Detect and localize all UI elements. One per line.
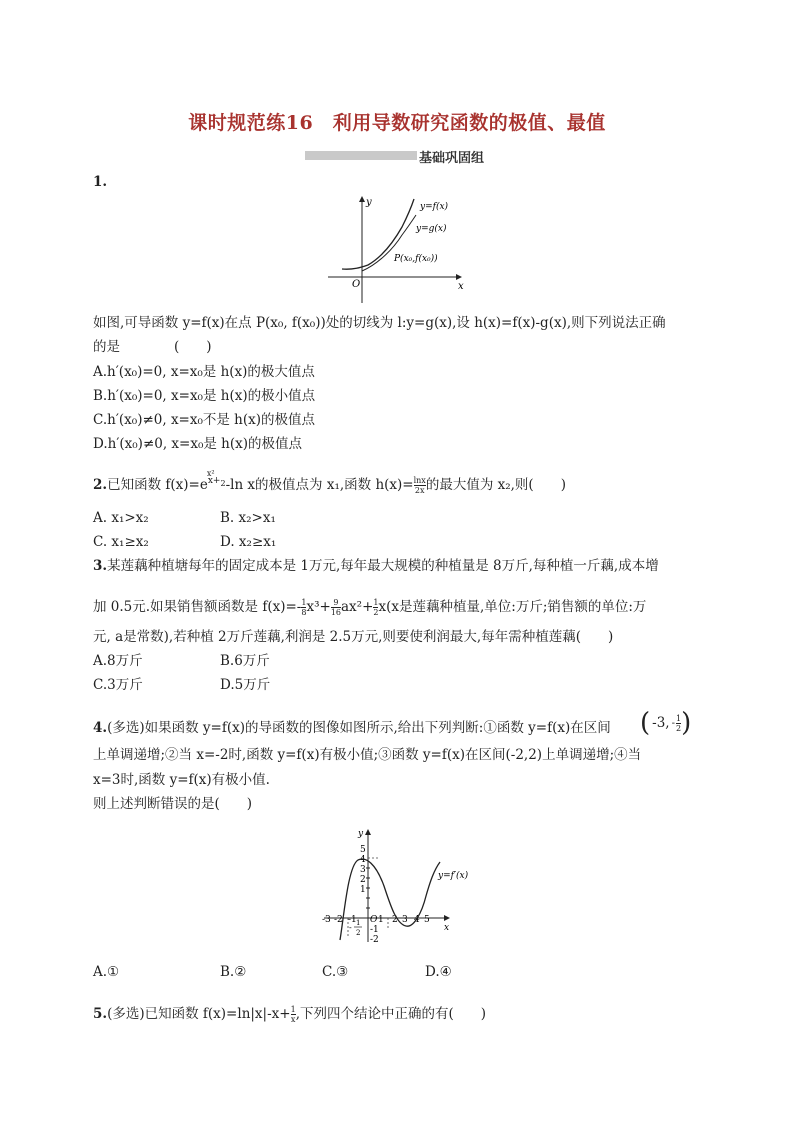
q4-interval-fraction-bottom: 2	[676, 723, 682, 733]
q2-exponent-half: 2	[220, 479, 226, 488]
q3-stem-line3: 元, a是常数),若种植 2万斤莲藕,利润是 2.5万元,则要使利润最大,每年需种植莲藕( )	[93, 629, 614, 645]
section-label: 基础巩固组	[419, 151, 485, 166]
q1-option-a: A.h′(x₀)=0, x=x₀是 h(x)的极大值点	[93, 364, 315, 380]
q3-fraction-2	[331, 598, 341, 617]
q2-fraction	[414, 476, 426, 495]
q4-interval-a: -3,	[652, 715, 670, 731]
q4-curve-label: y=f′(x)	[438, 871, 469, 881]
q2-stem-d: 的最大值为 x₂,则( )	[425, 477, 566, 493]
q3-fraction-3-top: 1	[373, 598, 379, 607]
q2-option-b: B. x₂>x₁	[220, 510, 276, 526]
q2-stem-a: 已知函数 f(x)=e	[107, 477, 208, 493]
q4-half-top: 1	[356, 919, 361, 927]
q3-term-2: x³+	[306, 599, 331, 615]
q4-x-tick-neg3: -3	[322, 915, 331, 925]
q1-label-g: y=g(x)	[416, 224, 447, 234]
q4-option-c: C.③	[322, 964, 349, 980]
q2-option-a: A. x₁>x₂	[93, 510, 149, 526]
q5-stem-a: (多选)已知函数 f(x)=ln|x|-x+	[107, 1006, 291, 1022]
q4-stem-line4: 则上述判断错误的是( )	[93, 796, 253, 812]
q2-exponent-sup: x²	[206, 469, 215, 478]
q1-y-axis-label: y	[366, 197, 372, 208]
q3-fraction-1-bottom: 8	[301, 608, 307, 617]
q2-fraction-bottom: 2x	[414, 486, 425, 495]
q4-interval-open-paren: (	[640, 708, 651, 738]
q4-y-tick-4: 4	[360, 855, 366, 865]
q4-half-bottom: 2	[356, 929, 361, 937]
q4-figure	[318, 826, 478, 946]
q4-x-tick-neg2: -2	[334, 915, 343, 925]
q3-stem-line2b: x(x是莲藕种植量,单位:万斤;销售额的单位:万	[378, 599, 647, 615]
q3-stem-line2	[93, 598, 646, 617]
q2-stem-c: -ln x的极值点为 x₁,函数 h(x)=	[225, 477, 414, 493]
q5-stem-b: ,下列四个结论中正确的有( )	[295, 1006, 487, 1022]
q1-option-d: D.h′(x₀)≠0, x=x₀是 h(x)的极值点	[93, 436, 303, 452]
q3-term-3: ax²+	[341, 599, 374, 615]
q2-option-c: C. x₁≥x₂	[93, 534, 149, 550]
q5-fraction-bottom: x	[290, 1015, 296, 1024]
q4-y-tick-neg1: -1	[370, 925, 379, 935]
q2-number: 2.	[93, 477, 108, 493]
q3-stem-line1-text: 某莲藕种植塘每年的固定成本是 1万元,每年最大规模的种植量是 8万斤,每种植一斤藕,成本增	[107, 558, 659, 574]
q4-x-tick-neg1: -1	[348, 915, 357, 925]
q1-label-p: P(x₀,f(x₀))	[394, 254, 438, 264]
q5-stem	[93, 1005, 486, 1024]
q3-number: 3.	[93, 558, 108, 574]
q4-option-b: B.②	[220, 964, 247, 980]
q1-figure	[322, 193, 472, 305]
q4-x-tick-2: 2	[392, 915, 398, 925]
q4-stem-line1	[93, 719, 611, 737]
q4-y-axis-label: y	[358, 829, 364, 839]
q1-stem-line2: 的是 ( )	[93, 339, 212, 355]
q2-stem	[93, 469, 566, 496]
q4-interval-minus: -	[671, 717, 675, 729]
q1-stem-line1: 如图,可导函数 y=f(x)在点 P(x₀, f(x₀))处的切线为 l:y=g(x),设 h(x)=f(x)-g(x),则下列说法正确	[93, 315, 666, 331]
q4-x-tick-4: 4	[414, 915, 420, 925]
q4-stem-line3: x=3时,函数 y=f(x)有极小值.	[93, 772, 270, 788]
q2-fraction-top: lnx	[413, 476, 426, 485]
q4-stem-line1-text: (多选)如果函数 y=f(x)的导函数的图像如图所示,给出下列判断:①函数 y=f(x)在区间	[107, 720, 611, 736]
q4-x-tick-1: 1	[378, 915, 384, 925]
q3-fraction-2-bottom: 16	[330, 608, 341, 617]
q4-stem-line2: 上单调递增;②当 x=-2时,函数 y=f(x)有极小值;③函数 y=f(x)在区间(-2,2)上单调递增;④当	[93, 747, 642, 763]
q4-half-minus: -	[349, 923, 352, 932]
q3-option-c: C.3万斤	[93, 677, 143, 693]
q2-option-d: D. x₂≥x₁	[220, 534, 277, 550]
q1-label-f: y=f(x)	[420, 202, 449, 212]
q1-option-c: C.h′(x₀)≠0, x=x₀不是 h(x)的极值点	[93, 412, 316, 428]
q4-interval-close-paren: )	[681, 708, 692, 738]
q1-origin-label: O	[352, 279, 361, 290]
q1-number: 1.	[93, 174, 108, 190]
q4-y-tick-5: 5	[360, 845, 366, 855]
q3-option-d: D.5万斤	[220, 677, 271, 693]
q4-option-d: D.④	[425, 964, 452, 980]
q1-option-b: B.h′(x₀)=0, x=x₀是 h(x)的极小值点	[93, 388, 316, 404]
q4-x-tick-5: 5	[424, 915, 430, 925]
q4-interval	[640, 710, 691, 736]
q5-fraction-top: 1	[290, 1005, 296, 1014]
q4-x-tick-3: 3	[402, 915, 408, 925]
q4-interval-fraction-top: 1	[676, 713, 682, 723]
q1-x-axis-label: x	[458, 281, 464, 292]
section-bar	[305, 151, 417, 160]
q2-exponent	[206, 469, 226, 493]
q4-y-tick-2: 2	[360, 875, 366, 885]
q3-fraction-2-top: 9	[331, 598, 341, 608]
q5-number: 5.	[93, 1006, 108, 1022]
q3-option-a: A.8万斤	[93, 653, 143, 669]
page-title: 课时规范练16 利用导数研究函数的极值、最值	[188, 112, 606, 134]
q3-stem-line2a: 加 0.5元.如果销售额函数是 f(x)=-	[93, 599, 302, 615]
q3-option-b: B.6万斤	[220, 653, 270, 669]
q4-number: 4.	[93, 720, 108, 736]
q3-fraction-1-top: 1	[301, 598, 307, 607]
q4-y-tick-neg2: -2	[370, 935, 379, 945]
q4-y-tick-3: 3	[360, 865, 366, 875]
q3-fraction-3-bottom: 2	[373, 608, 379, 617]
q4-y-tick-1: 1	[360, 885, 366, 895]
q4-x-axis-label: x	[444, 923, 450, 933]
q3-stem-line1	[93, 557, 659, 575]
q2-exponent-base: x+	[207, 476, 221, 486]
q4-option-a: A.①	[93, 964, 120, 980]
q4-origin-label: O	[370, 915, 378, 925]
